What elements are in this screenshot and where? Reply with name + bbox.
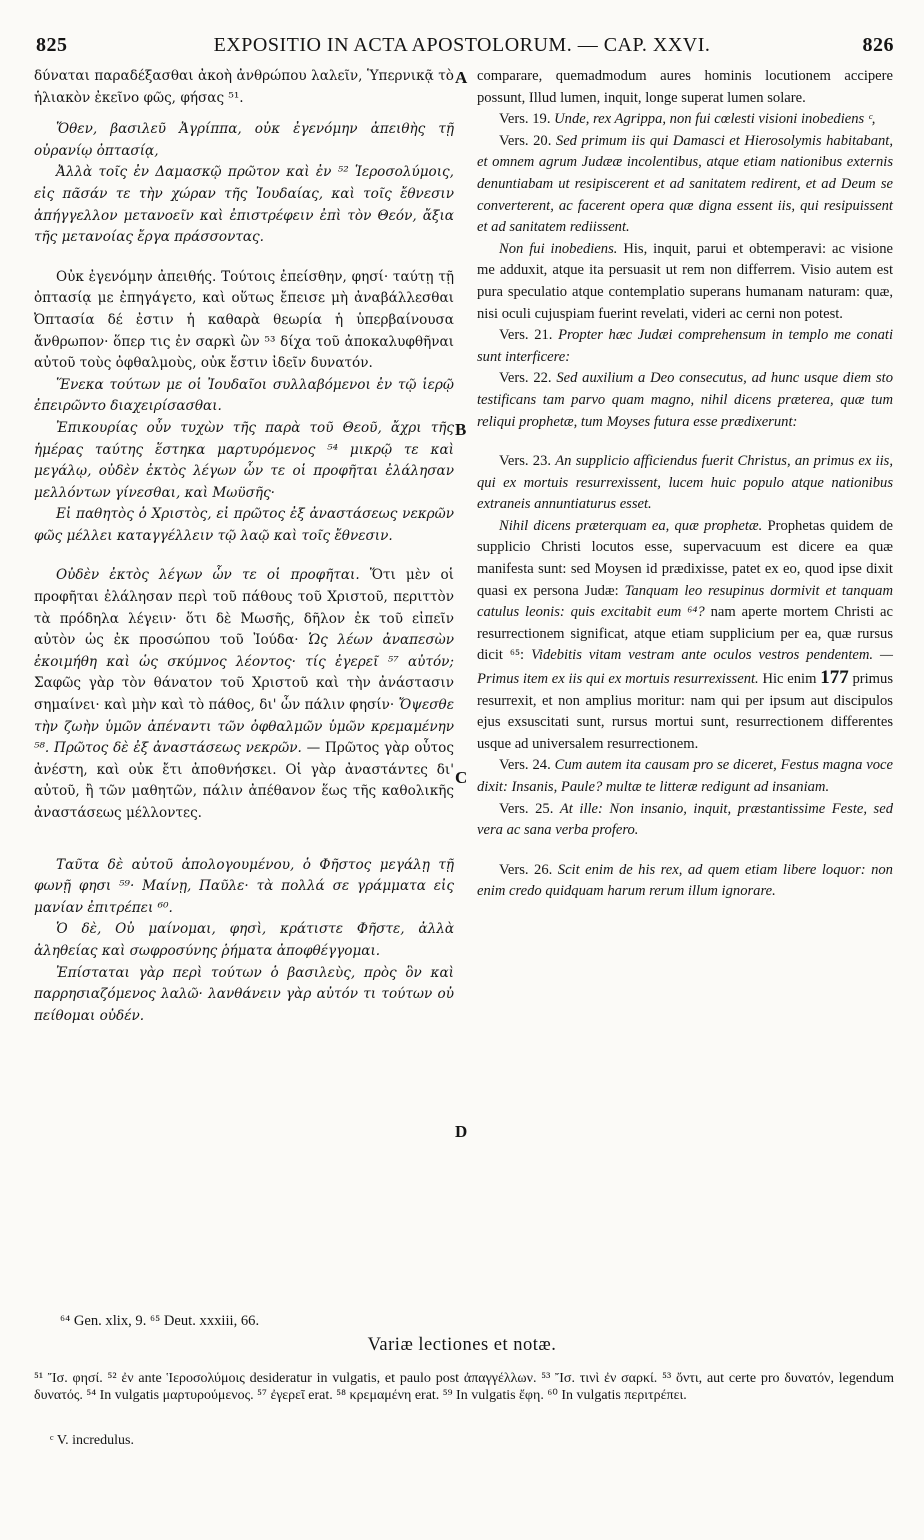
greek-verse-20: Ἀλλὰ τοῖς ἐν Δαμασκῷ πρῶτον καὶ ἐν ⁵² Ἱεροσολύμοις, εἰς πᾶσάν τε τὴν χώραν τῆς Ἰουδαίας, καὶ τοῖς ἔθνεσιν ἀπήγγελλον μετανοεῖν καὶ ἐπιστρέφειν ἐπὶ τὸν Θεόν, ἄξια τῆς μετανοίας ἔργα πράσσοντας. [34, 164, 454, 246]
margin-marker-d: D [455, 1122, 468, 1141]
margin-marker-b: B [455, 420, 467, 439]
greek-verse-19: Ὅθεν, βασιλεῦ Ἀγρίππα, οὐκ ἐγενόμην ἀπειθὴς τῇ οὐρανίῳ ὀπτασίᾳ, [34, 121, 454, 159]
lemma: Non fui inobediens. [499, 240, 618, 257]
margin-marker-a: A [455, 68, 468, 87]
greek-verse-21: Ἕνεκα τούτων με οἱ Ἰουδαῖοι συλλαβόμενοι ἐν τῷ ἱερῷ ἐπειρῶντο διαχειρίσασθαι. [34, 376, 454, 415]
page-number-right: 826 [862, 34, 894, 56]
latin-verse-19: Vers. 19. Unde, rex Agrippa, non fui cœlesti visioni inobediens ᶜ, [499, 111, 876, 128]
variae-lectiones: ⁵¹ Ἴσ. φησί. ⁵² ἐν ante Ἱεροσολύμοις desideratur in vulgatis, et paulo post ἀπαγγέλλων. ⁵³ Ἴσ. τινὶ ἐν σαρκί. ⁵³ ὄντι, aut certe pro δυνατόν, legendum δυνατός. ⁵⁴ In vulgatis μαρτυρούμενος. ⁵⁷ ἐγερεῖ erat. ⁵⁸ κρεμαμένη erat. ⁵⁹ In vulgatis ἔφη. ⁶⁰ In vulgatis περιτρέπει. [34, 1371, 894, 1403]
greek-commentary: Οὐδὲν ἐκτὸς λέγων ὧν τε οἱ προφῆται. Ὅτι μὲν οἱ προφῆται ἐλάλησαν περὶ τοῦ πάθους τοῦ Χριστοῦ, περιττὸν τὰ πρόδηλα λέγειν· ὅτι δὲ Μωσῆς, δῆλον ἐκ τοῦ εἰπεῖν αὐτὸν ὡς ἐκ προσώπου τοῦ Ἰούδα· Ὡς λέων ἀναπεσὼν ἐκοιμήθη καὶ ὡς σκύμνος λέοντος· τίς ἐγερεῖ ⁵⁷ αὐτόν; Σαφῶς γὰρ τὸν θάνατον τοῦ Χριστοῦ καὶ τὴν ἀνάστασιν σημαίνει· καὶ μὴν καὶ τὸ πάθος, δι' ὧν πάλιν φησίν· Ὄψεσθε τὴν ζωὴν ὑμῶν ἀπέναντι τῶν ὀφθαλμῶν ὑμῶν κρεμαμένην ⁵⁸. Πρῶτος δὲ ἐξ ἀναστάσεως νεκρῶν. — Πρῶτος γὰρ οὗτος ἀνέστη, καὶ οὐκ ἔτι ἀποθνήσκει. Οἱ γὰρ ἀναστάντες δι' αὐτοῦ, ἢ τῶν μαθητῶν, πάλιν ἀπέθανον ἕως τῆς καθολικῆς ἀναστάσεως μέλλοντες. [34, 567, 454, 821]
verse-label: Vers. 23. [499, 453, 552, 470]
verse-label: Vers. 21. [499, 327, 553, 344]
greek-verse-24: Ταῦτα δὲ αὐτοῦ ἀπολογουμένου, ὁ Φῆστος μεγάλῃ τῇ φωνῇ φησι ⁵⁹· Μαίνῃ, Παῦλε· τὰ πολλά σε γράμματα εἰς μανίαν ἐπιτρέπει ⁶⁰. [34, 856, 454, 916]
latin-verse-22: Vers. 22. Sed auxilium a Deo consecutus, ad hunc usque diem sto testificans tam parvo quam magno, nihil dicens præterea, quæ tum reliqui prophetæ, tum Moyses futura esse prædixerunt: [477, 370, 893, 430]
running-title: EXPOSITIO IN ACTA APOSTOLORUM. — CAP. XXVI. [213, 34, 711, 56]
greek-verse-25: Ὁ δὲ, Οὐ μαίνομαι, φησὶ, κράτιστε Φῆστε, ἀλλὰ ἀληθείας καὶ σωφροσύνης ῥήματα ἀποφθέγγομαι. [34, 921, 454, 959]
variae-title: Variæ lectiones et notæ. [367, 1335, 557, 1355]
latin-verse-26: Vers. 26. Scit enim de his rex, ad quem etiam libere loquor: non enim credo quidquam harum rerum illum ignorare. [477, 861, 893, 900]
latin-verse-21: Vers. 21. Propter hæc Judæi comprehensum in templo me conati sunt interficere: [477, 327, 893, 365]
lemma: Nihil dicens præterquam ea, quæ prophetæ. [499, 517, 763, 534]
verse-label: Vers. 25. [499, 800, 554, 817]
latin-column [477, 66, 893, 903]
greek-verse-23: Εἰ παθητὸς ὁ Χριστὸς, εἰ πρῶτος ἐξ ἀναστάσεως νεκρῶν φῶς μέλλει καταγγέλλειν τῷ λαῷ καὶ τοῖς ἔθνεσιν. [34, 506, 454, 544]
verse-label: Vers. 26. [499, 861, 553, 878]
scripture-footnotes: ⁶⁴ Gen. xlix, 9. ⁶⁵ Deut. xxxiii, 66. [60, 1313, 260, 1329]
page-number-left: 825 [36, 34, 68, 56]
lemma: Οὐδὲν ἐκτὸς λέγων ὧν τε οἱ προφῆται. [56, 567, 360, 584]
verse-label: Vers. 24. [499, 757, 551, 774]
latin-commentary: Nihil dicens præterquam ea, quæ prophetæ. Prophetas quidem de supplicio Christi locutos esse, supervacuum est dicere ea quæ manifesta sunt: sed Moysen id prædixisse, patet ex eo, quod ipse dixit quasi ex persona Judæ: Tanquam leo resupinus dormivit et tanquam catulus leonis: quis excitabit eum ⁶⁴? nam aperte mortem Christi ac resurrectionem significat, atque etiam supplicium per ea, quæ rursus dicit ⁶⁵: Videbitis vitam vestram ante oculos vestros pendentem. — Primus item ex iis qui ex mortuis resurrexissent. Hic enim 177 primus resurrexit, et non amplius moritur: nam qui per ipsum aut discipulos ejus exsuscitati sunt, rursus mortui sunt, resurrectionem differentes usque ad universalem resurrectionem. [477, 517, 893, 752]
verse-label: Vers. 20. [499, 132, 552, 149]
greek-verse-22: Ἐπικουρίας οὖν τυχὼν τῆς παρὰ τοῦ Θεοῦ, ἄχρι τῆς ἡμέρας ταύτης ἕστηκα μαρτυρόμενος ⁵⁴ μικρῷ τε καὶ μεγάλῳ, οὐδὲν ἐκτὸς λέγων ὧν τε οἱ προφῆται ἐλάλησαν μελλόντων γίνεσθαι, καὶ Μωϋσῆς· [34, 419, 454, 501]
latin-verse-20: Vers. 20. Sed primum iis qui Damasci et Hierosolymis habitabant, et omnem agrum Judææ incolentibus, atque etiam nationibus externis denuntiabam ut resipiscerent et ad sanitatem redirent, et ad Deum se converterent, ac facerent opera quæ digna essent iis, qui resipuissent et ad sanitatem rediissent. [477, 132, 894, 236]
margin-marker-c: C [455, 768, 468, 787]
latin-verse-25: Vers. 25. At ille: Non insanio, inquit, præstantissime Feste, sed vera ac sana verba profero. [477, 800, 893, 839]
verse-label: Vers. 19. [499, 111, 551, 128]
latin-verse-23: Vers. 23. An supplicio afficiendus fuerit Christus, an primus ex iis, qui ex mortuis resurrexissent, lucem huic populo atque nationibus extraneis annuntiaturus esset. [477, 453, 893, 513]
greek-commentary: Οὐκ ἐγενόμην ἀπειθής. Τούτοις ἐπείσθην, φησί· ταύτῃ τῇ ὀπτασίᾳ με ἐπηγάγετο, καὶ οὕτως ἔπεισε μὴ ἀναβάλλεσθαι Ὀπτασία δέ ἐστιν ἡ καθαρὰ θεωρία ἡ ὑπερβαίνουσα ἄνθρωπον· ὅπερ τις ἐν σαρκὶ ὢν ⁵³ δίχα τοῦ ἀποκαλυφθῆναι αὐτοῦ τοὺς ὀφθαλμοὺς, οὐκ ἔστιν ἰδεῖν δυνατόν. [34, 268, 454, 372]
latin-paragraph: comparare, quemadmodum aures hominis locutionem accipere possunt, Illud lumen, inquit, longe superat lumen solare. [477, 68, 893, 106]
greek-verse-26: Ἐπίσταται γὰρ περὶ τούτων ὁ βασιλεὺς, πρὸς ὃν καὶ παρρησιαζόμενος λαλῶ· λανθάνειν γὰρ αὐτόν τι τούτων οὐ πείθομαι οὐδέν. [34, 964, 454, 1024]
latin-verse-24: Vers. 24. Cum autem ita causam pro se diceret, Festus magna voce dixit: Insanis, Paule? multæ te litteræ redigunt ad insaniam. [477, 757, 893, 795]
running-header [30, 34, 894, 58]
variae-note: ᶜ V. incredulus. [50, 1433, 134, 1448]
greek-paragraph: δύναται παραδέξασθαι ἀκοὴ ἀνθρώπου λαλεῖν, Ὑπερνικᾷ τὸ ἡλιακὸν ἐκεῖνο φῶς, φήσας ⁵¹. [34, 68, 454, 106]
greek-column [34, 66, 454, 1027]
verse-label: Vers. 22. [499, 370, 552, 387]
latin-commentary: Non fui inobediens. His, inquit, parui et obtemperavi: ac visione me adduxit, atque ita persuasit ut rem non differrem. Visio autem est pura speculatio atque contemplatio superans humanam naturam: quæ, nisi oculi cujuspiam fuerint revelati, videri ac cerni non potest. [477, 240, 893, 322]
folio-number: 177 [820, 667, 849, 689]
